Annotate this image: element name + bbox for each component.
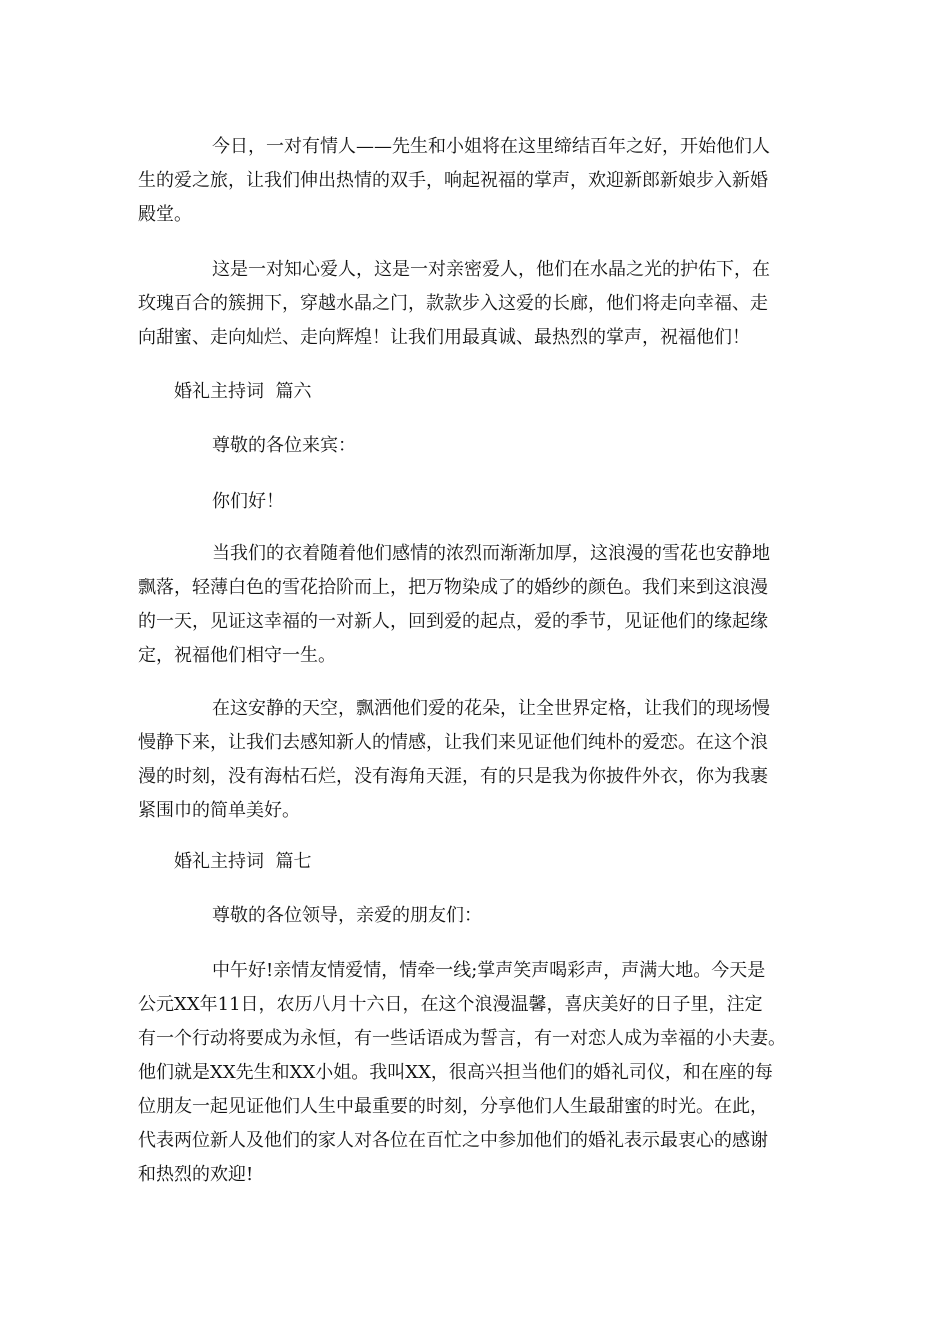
text-line: 紧围巾的简单美好。: [138, 800, 300, 821]
text-line: 和热烈的欢迎!: [138, 1164, 254, 1185]
text-line: 玫瑰百合的簇拥下，穿越水晶之门，款款步入这爱的长廊，他们将走向幸福、走: [138, 293, 768, 314]
text-line: 今日，一对有情人——先生和小姐将在这里缔结百年之好，开始他们人: [212, 136, 770, 157]
paragraph-quiet-sky: [138, 692, 814, 828]
text-line: 慢静下来，让我们去感知新人的情感，让我们来见证他们纯朴的爱恋。在这个浪: [138, 732, 768, 753]
greeting-leaders: 尊敬的各位领导，亲爱的朋友们：: [212, 905, 482, 926]
text-line: 定，祝福他们相守一生。: [138, 645, 336, 666]
section-heading-six: 婚礼主持词 篇六: [174, 381, 312, 402]
text-line: 中午好!亲情友情爱情，情牵一线;掌声笑声喝彩声，声满大地。今天是: [212, 960, 766, 981]
text-line: 飘落，轻薄白色的雪花拾阶而上，把万物染成了的婚纱的颜色。我们来到这浪漫: [138, 577, 768, 598]
section-heading-seven: 婚礼主持词 篇七: [174, 851, 312, 872]
paragraph-noon: [138, 954, 814, 1192]
text-line: 位朋友一起见证他们人生中最重要的时刻，分享他们人生最甜蜜的时光。在此，: [138, 1096, 768, 1117]
text-line: 这是一对知心爱人，这是一对亲密爱人，他们在水晶之光的护佑下，在: [212, 259, 770, 280]
text-line: 在这安静的天空，飘洒他们爱的花朵，让全世界定格，让我们的现场慢: [212, 698, 770, 719]
text-line: 他们就是XX先生和XX小姐。我叫XX，很高兴担当他们的婚礼司仪，和在座的每: [138, 1062, 773, 1083]
text-line: 殿堂。: [138, 204, 192, 225]
text-line: 漫的时刻，没有海枯石烂，没有海角天涯，有的只是我为你披件外衣，你为我裹: [138, 766, 768, 787]
greeting-hello: 你们好！: [212, 491, 284, 512]
text-line: 有一个行动将要成为永恒，有一些话语成为誓言，有一对恋人成为幸福的小夫妻。: [138, 1028, 786, 1049]
text-line: 代表两位新人及他们的家人对各位在百忙之中参加他们的婚礼表示最衷心的感谢: [138, 1130, 768, 1151]
text-line: 当我们的衣着随着他们感情的浓烈而渐渐加厚，这浪漫的雪花也安静地: [212, 543, 770, 564]
text-line: 公元XX年11日，农历八月十六日，在这个浪漫温馨，喜庆美好的日子里，注定: [138, 994, 763, 1015]
text-line: 的一天，见证这幸福的一对新人，回到爱的起点，爱的季节，见证他们的缘起缘: [138, 611, 768, 632]
text-line: 生的爱之旅，让我们伸出热情的双手，响起祝福的掌声，欢迎新郎新娘步入新婚: [138, 170, 768, 191]
greeting-guests: 尊敬的各位来宾：: [212, 435, 356, 456]
paragraph-welcome: [138, 130, 814, 232]
paragraph-snow: [138, 537, 814, 673]
text-line: 向甜蜜、走向灿烂、走向辉煌！让我们用最真诚、最热烈的掌声，祝福他们！: [138, 327, 750, 348]
paragraph-couple: [138, 253, 814, 355]
